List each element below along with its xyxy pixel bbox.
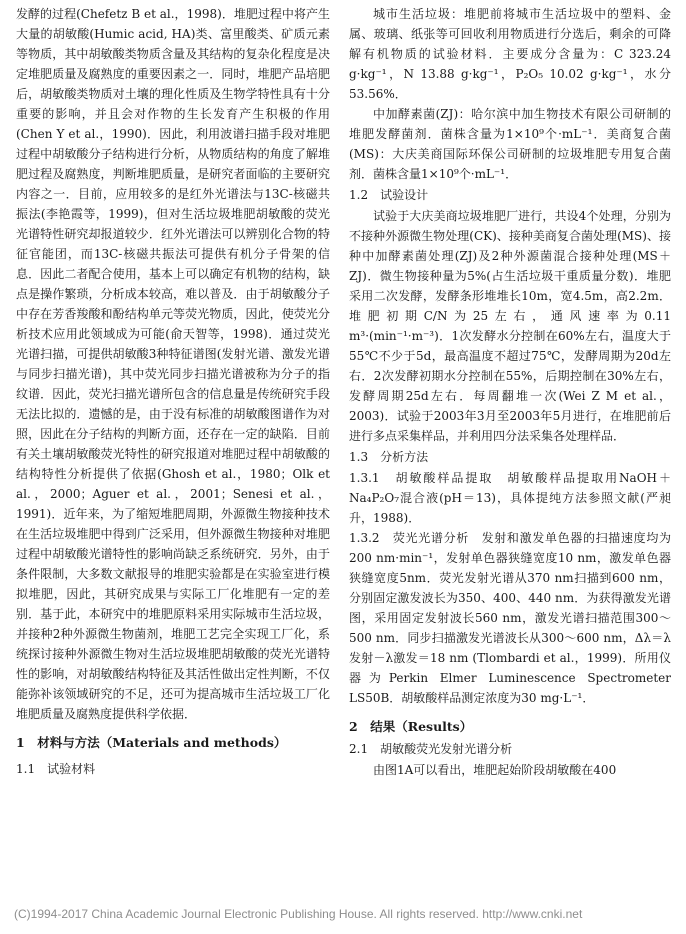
right-column bbox=[349, 4, 671, 780]
section-heading-materials-methods: 1 材料与方法（Materials and methods） bbox=[16, 735, 287, 750]
section-heading-results: 2 结果（Results） bbox=[349, 719, 473, 734]
subsection-heading-emission-spectra: 2.1 胡敏酸荧光发射光谱分析 bbox=[349, 742, 513, 756]
copyright-watermark: (C)1994-2017 China Academic Journal Electronic Publishing House. All rights reserved. http://www.cnki.net bbox=[14, 907, 583, 921]
paragraph-extraction: 1.3.1 胡敏酸样品提取 胡敏酸样品提取用NaOH＋Na₄P₂O₇混合液(pH＝13)，具体提纯方法参照文献(严昶升，1988)． bbox=[349, 471, 671, 525]
subsection-heading-experimental-design: 1.2 试验设计 bbox=[349, 188, 429, 202]
subsection-heading-test-materials: 1.1 试验材料 bbox=[16, 762, 96, 776]
paragraph-experimental-design: 试验于大庆美商垃圾堆肥厂进行，共设4个处理，分别为不接种外源微生物处理(CK)、接种美商复合菌处理(MS)、接种中加酵素菌处理(ZJ)及2种外源菌混合接种处理(MS＋ZJ)．微生物接种量为5%(占生活垃圾干重质量分数)．堆肥采用二次发酵，发酵条形堆堆长10m，宽4.5m，高2.2m．堆肥初期C/N为25左右，通风速率为0.11 m³·(min⁻¹·m⁻³)．1次发酵水分控制在60%左右，温度大于55℃不少于5d，最高温度不超过75℃，发酵周期为20d左右．2次发酵初期水分控制在55%，后期控制在30%左右，发酵周期25d左右．每周翻堆一次(Wei Z M et al.，2003)．试验于2003年3月至2003年5月进行，在堆肥前后进行多点采集样品，并利用四分法采集各处理样品． bbox=[349, 209, 671, 443]
spacer bbox=[16, 724, 330, 732]
paragraph-municipal-waste: 城市生活垃圾：堆肥前将城市生活垃圾中的塑料、金属、玻璃、纸张等可回收利用物质进行分选后，剩余的可降解有机物质的试验材料．主要成分含量为：C 323.24 g·kg⁻¹，N 13.88 g·kg⁻¹，P₂O₅ 10.02 g·kg⁻¹，水分53.56%． bbox=[349, 7, 671, 101]
subsection-heading-analysis-methods: 1.3 分析方法 bbox=[349, 450, 429, 464]
paragraph-fluorescence-analysis: 1.3.2 荧光光谱分析 发射和激发单色器的扫描速度均为200 nm·min⁻¹，发射单色器狭缝宽度10 nm，激发单色器狭缝宽度5nm．荧光发射光谱从370 nm扫描到600 nm，分别固定激发波长为350、400、440 nm．为获得激发光谱图，采用固定发射波长560 nm，激发光谱扫描范围300～500 nm．同步扫描激发光谱波长从300～600 nm，Δλ＝λ发射－λ激发＝18 nm (Tlombardi et al.，1999)．所用仪器为Perkin Elmer Luminescence Spectrometer LS50B．胡敏酸样品测定浓度为30 mg·L⁻¹． bbox=[349, 531, 671, 705]
paragraph-inoculants: 中加酵素菌(ZJ)：哈尔滨中加生物技术有限公司研制的堆肥发酵菌剂．菌株含量为1×10⁹个·mL⁻¹．美商复合菌(MS)：大庆美商国际环保公司研制的垃圾堆肥专用复合菌剂．菌株含量1×10⁹个·mL⁻¹． bbox=[349, 107, 671, 181]
spacer bbox=[349, 708, 671, 716]
paragraph-results-start: 由图1A可以看出，堆肥起始阶段胡敏酸在400 bbox=[373, 763, 617, 777]
left-column bbox=[16, 4, 330, 780]
intro-paragraph: 发酵的过程(Chefetz B et al.，1998)．堆肥过程中将产生大量的胡敏酸(Humic acid, HA)类、富里酸类、矿质元素等物质，其中胡敏酸类物质含量及其结构的复杂化程度是决定堆肥质量及腐熟度的重要因素之一．同时，堆肥产品培肥后，胡敏酸类物质对土壤的理化性质及生物学特性具有十分重要的影响，并且会对作物的生长发育产生积极的作用(Chen Y et al.，1990)．因此，利用波谱扫描手段对堆肥过程中胡敏酸分子结构进行分析，从物质结构的角度了解堆肥过程及腐熟度，判断堆肥质量，是研究者面临的主要研究内容之一．目前，应用较多的是红外光谱法与13C-核磁共振法(李艳霞等，1999)，但对生活垃圾堆肥胡敏酸的荧光光谱特性研究却报道较少．红外光谱法可以辨别化合物的特征官能团，而13C-核磁共振法可提供有机分子骨架的信息．因此二者配合使用，基本上可以确定有机物的结构，缺点是操作繁琐，分析成本较高，难以普及．由于胡敏酸分子中存在芳香羧酸和酚结构单元等荧光物质，因此，使荧光分析技术应用此领域成为可能(俞天智等，1998)．通过荧光光谱扫描，可提供胡敏酸3种特征谱图(发射光谱、激发光谱与同步扫描光谱)，其中荧光同步扫描光谱被称为分子的指纹谱．因此，荧光扫描光谱所包含的信息量是传统研究手段无法比拟的．遗憾的是，由于没有标准的胡敏酸图谱作为对照，因此在分子结构的判断方面，还存在一定的缺陷．目前有关土壤胡敏酸荧光特性的研究报道对堆肥过程中胡敏酸的结构特性分析提供了依据(Ghosh et al.，1980；Olk et al.，2000；Aguer et al.，2001；Senesi et al.，1991)．近年来，为了缩短堆肥周期，外源微生物接种技术在生活垃圾堆肥中得到广泛采用，但外源微生物接种对堆肥过程中胡敏酸光谱特性的影响尚缺乏系统研究．另外，由于条件限制，大多数文献报导的堆肥实验都是在实验室进行模拟堆肥，因此，其研究成果与实际工厂化堆肥有一定的差别．基于此，本研究中的堆肥原料采用实际城市生活垃圾，并接种2种外源微生物菌剂，堆肥工艺完全实现工厂化，系统探讨接种外源微生物对生活垃圾堆肥胡敏酸的荧光光谱特性的影响，对胡敏酸结构特征及其活性做出定性判断，不仅能弥补该领域研究的不足，还可为提高城市生活垃圾工厂化堆肥质量及腐熟度提供科学依据． bbox=[16, 7, 330, 721]
